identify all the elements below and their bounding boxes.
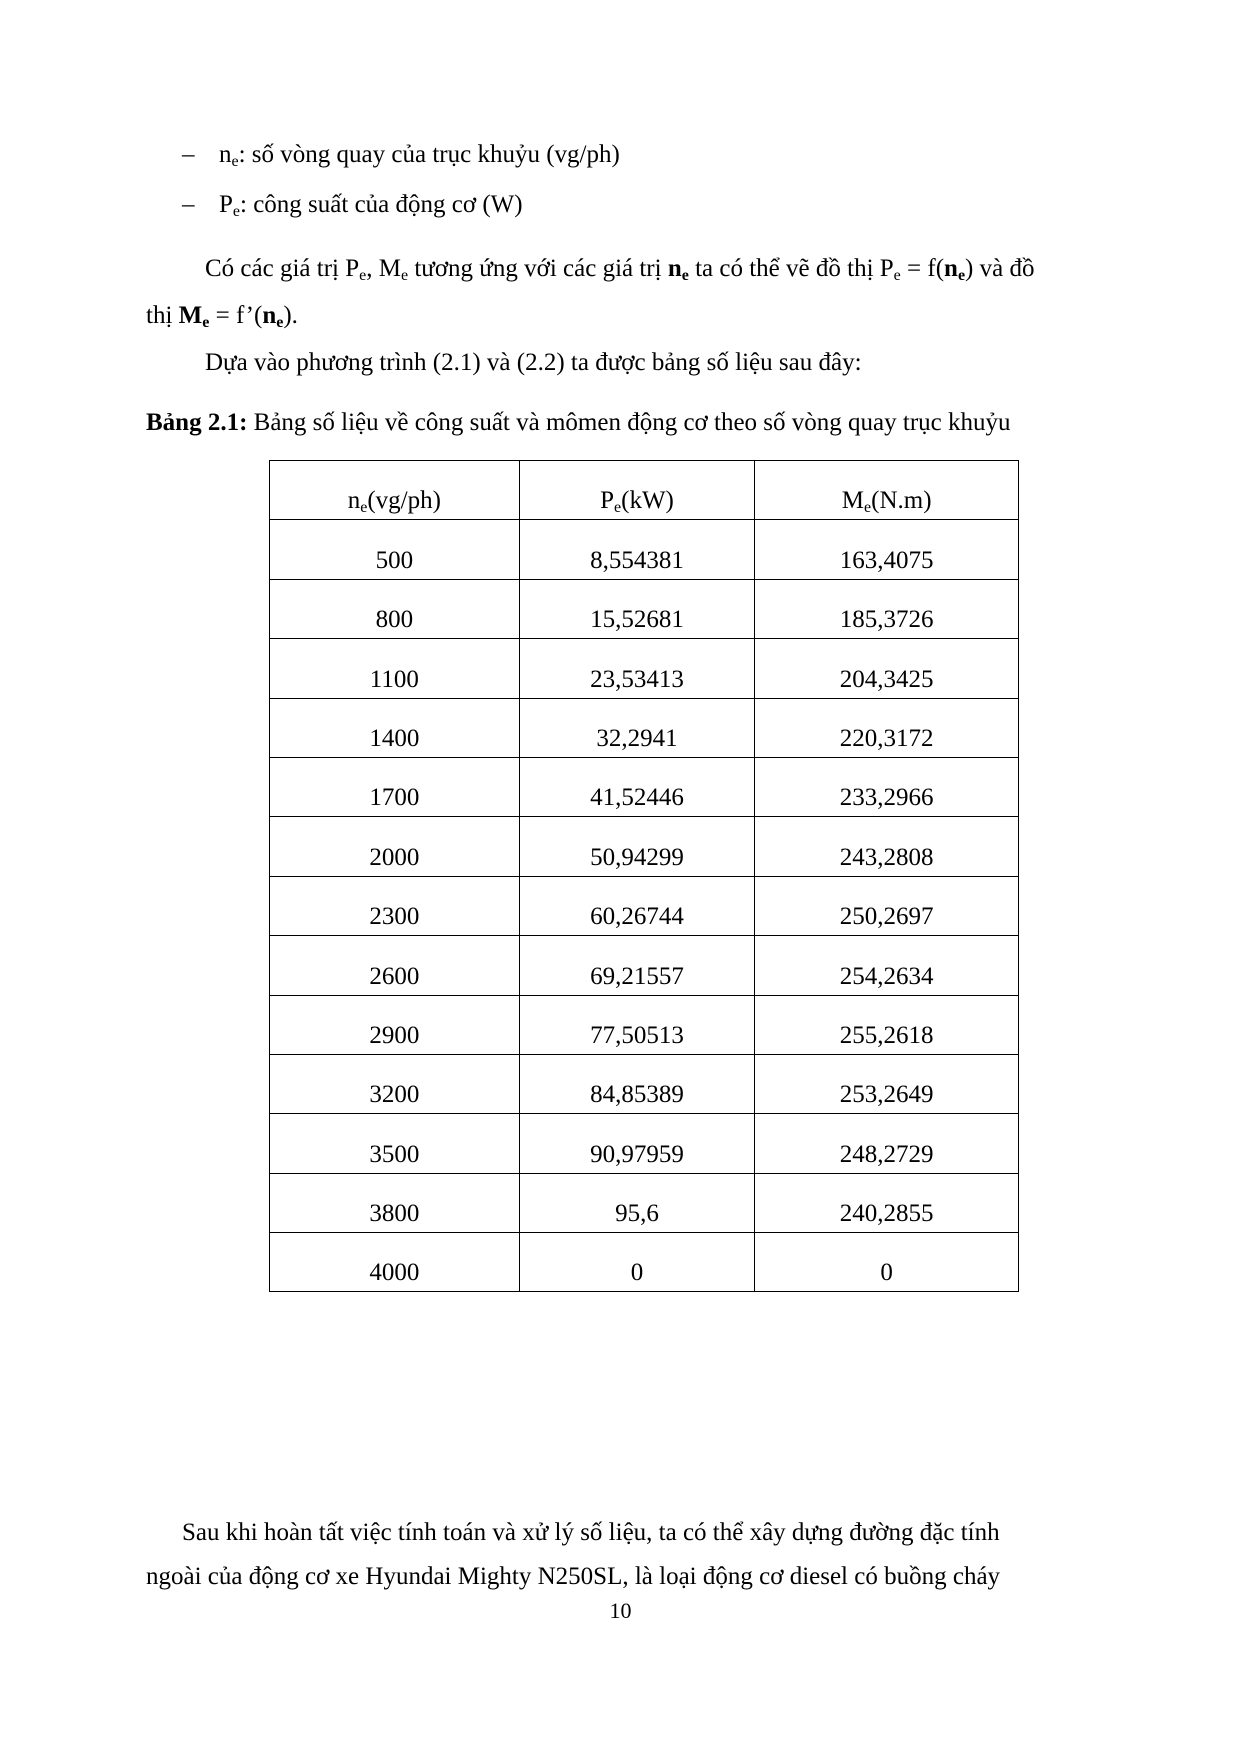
cell-pe: 95,6	[519, 1173, 755, 1232]
text-run: n	[262, 302, 277, 329]
cell-me: 220,3172	[755, 698, 1019, 757]
table-caption	[146, 408, 1011, 438]
cell-ne: 3200	[270, 1054, 520, 1113]
table-row	[270, 1173, 1019, 1232]
paragraph-2: Dựa vào phương trình (2.1) và (2.2) ta được bảng số liệu sau đây:	[205, 349, 862, 376]
text-run: = f(	[900, 255, 945, 282]
cell-ne: 800	[270, 579, 520, 638]
table-body	[270, 520, 1019, 1292]
subscript: e	[232, 203, 241, 220]
header-ne	[270, 461, 520, 520]
table-row	[270, 995, 1019, 1054]
text-run: n	[944, 255, 958, 282]
table-row	[270, 1114, 1019, 1173]
cell-ne: 4000	[270, 1233, 520, 1292]
header-unit: (vg/ph)	[367, 487, 441, 515]
symbol: P	[219, 191, 233, 218]
cell-me: 255,2618	[755, 995, 1019, 1054]
cell-pe: 77,50513	[519, 995, 755, 1054]
page-number: 10	[609, 1598, 632, 1623]
cell-me: 185,3726	[755, 579, 1019, 638]
header-symbol: M	[841, 487, 865, 515]
caption-label: Bảng 2.1:	[146, 409, 248, 436]
header-symbol: n	[347, 487, 361, 515]
symbol: n	[219, 141, 232, 168]
cell-me: 240,2855	[755, 1173, 1019, 1232]
cell-me: 243,2808	[755, 817, 1019, 876]
cell-me: 233,2966	[755, 757, 1019, 816]
paragraph-3-line-2: ngoài của động cơ xe Hyundai Mighty N250SL, là loại động cơ diesel có buồng cháy	[146, 1563, 1001, 1590]
table-row	[270, 698, 1019, 757]
cell-pe: 32,2941	[519, 698, 755, 757]
header-symbol: P	[600, 487, 615, 515]
text-run: tương ứng với các giá trị	[408, 255, 668, 282]
cell-pe: 50,94299	[519, 817, 755, 876]
subscript: e	[276, 314, 284, 331]
header-me	[755, 461, 1019, 520]
subscript: e	[400, 267, 409, 284]
header-unit: (kW)	[621, 487, 674, 515]
table-row	[270, 639, 1019, 698]
subscript: e	[202, 314, 210, 331]
subscript: e	[893, 267, 901, 284]
cell-me: 254,2634	[755, 936, 1019, 995]
cell-ne: 1100	[270, 639, 520, 698]
paragraph-1-line-2	[146, 301, 298, 331]
cell-pe: 0	[519, 1233, 755, 1292]
cell-ne: 2900	[270, 995, 520, 1054]
bold-symbol	[944, 255, 965, 282]
cell-pe: 60,26744	[519, 876, 755, 935]
cell-me: 163,4075	[755, 520, 1019, 579]
bold-symbol	[668, 255, 689, 282]
cell-ne: 3500	[270, 1114, 520, 1173]
cell-pe: 84,85389	[519, 1054, 755, 1113]
text-run: ).	[283, 302, 298, 329]
paragraph-1-line-1	[205, 254, 1034, 284]
bold-symbol	[262, 302, 283, 329]
header-pe	[519, 461, 755, 520]
subscript: e	[864, 499, 872, 517]
bullet-dash: –	[182, 141, 195, 168]
text-run: M	[178, 302, 203, 329]
subscript: e	[359, 267, 367, 284]
subscript: e	[231, 153, 239, 170]
cell-ne: 1700	[270, 757, 520, 816]
table-header-row	[270, 461, 1019, 520]
bullet-ne	[219, 140, 620, 170]
cell-pe: 15,52681	[519, 579, 755, 638]
table-row	[270, 1233, 1019, 1292]
cell-me: 248,2729	[755, 1114, 1019, 1173]
subscript: e	[360, 499, 368, 517]
cell-ne: 3800	[270, 1173, 520, 1232]
text-run: thị	[146, 302, 179, 329]
cell-ne: 500	[270, 520, 520, 579]
cell-me: 0	[755, 1233, 1019, 1292]
text-run: ) và đồ	[965, 255, 1035, 282]
cell-ne: 2000	[270, 817, 520, 876]
table-row	[270, 936, 1019, 995]
cell-me: 253,2649	[755, 1054, 1019, 1113]
cell-me: 250,2697	[755, 876, 1019, 935]
data-table	[269, 460, 1019, 1292]
table-row	[270, 817, 1019, 876]
subscript: e	[681, 267, 689, 284]
text-run: Có các giá trị P	[205, 255, 360, 282]
header-unit: (N.m)	[871, 487, 932, 515]
bullet-pe	[219, 190, 523, 220]
text-run: n	[667, 255, 682, 282]
cell-ne: 2300	[270, 876, 520, 935]
cell-pe: 8,554381	[519, 520, 755, 579]
cell-ne: 2600	[270, 936, 520, 995]
table-row	[270, 1054, 1019, 1113]
caption-text: Bảng số liệu về công suất và mômen động cơ theo số vòng quay trục khuỷu	[247, 409, 1011, 436]
bullet-text: : công suất của động cơ (W)	[240, 191, 523, 218]
table-row	[270, 757, 1019, 816]
text-run: , M	[366, 255, 401, 282]
subscript: e	[957, 267, 966, 284]
bullet-dash: –	[182, 191, 195, 218]
cell-pe: 41,52446	[519, 757, 755, 816]
cell-ne: 1400	[270, 698, 520, 757]
bullet-text: : số vòng quay của trục khuỷu (vg/ph)	[238, 141, 620, 168]
cell-pe: 23,53413	[519, 639, 755, 698]
cell-me: 204,3425	[755, 639, 1019, 698]
subscript: e	[614, 499, 622, 517]
table-row	[270, 520, 1019, 579]
cell-pe: 90,97959	[519, 1114, 755, 1173]
cell-pe: 69,21557	[519, 936, 755, 995]
paragraph-3-line-1: Sau khi hoàn tất việc tính toán và xử lý số liệu, ta có thể xây dựng đường đặc tính	[182, 1519, 1000, 1546]
table-row	[270, 579, 1019, 638]
table-row	[270, 876, 1019, 935]
text-run: = f’(	[209, 302, 263, 329]
bold-symbol	[179, 302, 210, 329]
text-run: ta có thể vẽ đồ thị P	[688, 255, 894, 282]
